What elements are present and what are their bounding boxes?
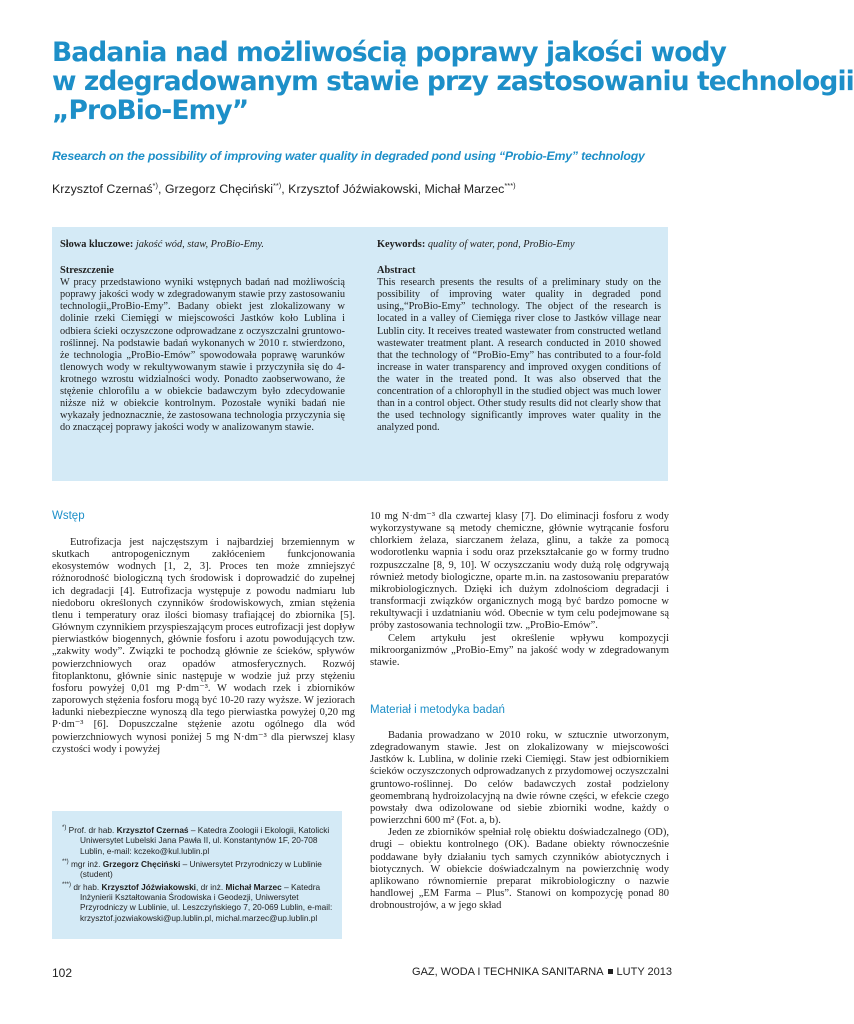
section-heading-methods: Materiał i metodyka badań [370, 704, 505, 716]
footnote-3-title: dr hab. [71, 881, 102, 892]
intro-paragraph-1-continued: 10 mg N·dm⁻³ dla czwartej klasy [7]. Do eliminacji fosforu z wody wykorzystywane są metody chemiczne, głównie wytrącanie fosforu chlorkiem żelaza, siarczanem żelaza, glinu, a także za pomocą wodorotlenku wapnia i sodu oraz przekształcanie go w formy trudno rozpuszczalne [8, 9, 10]. W oczyszczaniu wody dużą rolę odgrywają również metody biologiczne, oparte m.in. na zastosowaniu preparatów mikrobiologicznych. Dzięki ich dużym zdolnościom degradacji i transformacji związków organicznych mogą być bardzo pomocne w rekultywacji i uzdatnianiu wód. Obecnie w tym celu podejmowane są próby zastosowania technologii tzw. „ProBio-Emów”. [370, 511, 669, 632]
section-heading-intro: Wstęp [52, 510, 85, 522]
keywords-pl-label: Słowa kluczowe: [60, 239, 134, 250]
methods-paragraph-1: Badania prowadzano w 2010 roku, w sztucznie utworzonym, zdegradowanym stawie. Jest on zlokalizowany w miejscowości Jastków k. Lublina, w dolinie rzeki Ciemięgi. Staw jest odbiornikiem ścieków oczyszczonych odprowadzanych z przydomowej oczyszczalni gruntowo-roślinnej. Do celów badawczych został podzielony geomembraną hydroizolacyjną na dwie równe części, w efekcie czego powstały dwa odizolowane od siebie zbiorniki wodne, każdy o powierzchni 600 m² (Fot. a, b). [370, 730, 669, 827]
intro-paragraph-1: Eutrofizacja jest najczęstszym i najbardziej brzemiennym w skutkach antropogenicznym zakłóceniem funkcjonowania ekosystemów wodnych [1, 2, 3]. Proces ten może zmniejszyć różnorodność biologiczną tych środowisk i doprowadzić do zupełnej ich degradacji [4]. Eutrofizacja występuje z powodu nadmiaru lub niedoboru określonych czynników środowiskowych, zmian stężenia tlenu i temperatury oraz ilości biomasy trafiającej do zbiornika [5]. Głównym czynnikiem przyspieszającym proces eutrofizacji jest dopływ pierwiastków biogennych, głównie fosforu i azotu powodujących tzw. „zakwity wody”. Związki te pochodzą głównie ze ścieków, spływów powierzchniowych oraz opadów atmosferycznych. Rozwój fitoplanktonu, głównie sinic następuje w wodzie już przy stężeniu fosforu powyżej 0,01 mg P·dm⁻³. W wodach rzek i zbiorników zaporowych stężenia fosforu mogą być 10-20 razy wyższe. W jeziorach ładunki niebezpieczne wynoszą dla tego pierwiastka powyżej 0,20 mg P·dm⁻³ [6]. Dopuszczalne stężenie azotu ogólnego dla wód powierzchniowych wynosi poniżej 5 mg N·dm⁻³ dla pierwszej klasy czystości wody i powyżej [52, 537, 355, 755]
author-2-mark: **) [272, 181, 282, 190]
footnote-1-name: Krzysztof Czernaś [116, 824, 189, 835]
methods-paragraph-2: Jeden ze zbiorników spełniał rolę obiektu doświadczalnego (OD), drugi – obiektu kontrolnego (OK). Badane obiekty równocześnie poddawane były działaniu tych samych czynników abiotycznych i biotycznych. W obiekcie doświadczalnym na powierzchnię wody aplikowano równomiernie preparat mikrobiologiczny o nazwie handlowej „EM Farma – Plus”. Stanowi on kompozycję ponad 80 drobnoustrojów, a w jego skład [370, 827, 669, 912]
keywords-pl [60, 239, 345, 251]
title-line-3: „ProBio-Emy” [52, 95, 249, 126]
abstract-en-text: This research presents the results of a preliminary study on the possibility of improving water quality in degraded pond using„“ProBio-Emy” technology. The object of the research is located in a valley of Ciemięga river close to Jastków village near Lublin city. It receives treated wastewater from constructed wetland wastewater treatment plant. A research conducted in 2010 showed that the technology of “ProBio-Emy” has contributed to a four-fold increase in water transparency and improved oxygen conditions of the water in the treated pond. It was also observed that the concentration of a chlorophyll in the studied object was much lower than in a control object. Other study results did not clearly show that the used technology significantly improves water quality in the analyzed pond. [377, 277, 661, 434]
footnote-3-name-1: Krzysztof Jóźwiakowski [101, 881, 196, 892]
right-column [370, 511, 669, 669]
title-line-2: w zdegradowanym stawie przy zastosowaniu technologii [52, 66, 854, 97]
abstract-en-heading: Abstract [377, 265, 416, 277]
journal-name: GAZ, WODA I TECHNIKA SANITARNA [412, 966, 604, 978]
footnote-2-affiliation: – Uniwersytet Przyrodniczy w Lublinie (student) [80, 858, 322, 879]
footnote-1 [62, 823, 334, 857]
abstract-pl-heading: Streszczenie [60, 265, 114, 277]
abstract-english [377, 239, 661, 434]
keywords-pl-values: jakość wód, staw, ProBio-Emy. [135, 239, 264, 250]
intro-left-column [52, 537, 355, 756]
footnote-2-mark: **) [62, 858, 69, 865]
author-1-mark: *) [152, 181, 158, 190]
article-title [52, 37, 854, 126]
keywords-en [377, 239, 661, 251]
abstract-pl-text: W pracy przedstawiono wyniki wstępnych badań nad możliwością poprawy jakości wody w zdegradowanym stawie przy zastosowaniu technologii„ProBio-Emy”. Badany obiekt jest zlokalizowany w dolinie rzeki Ciemięgi w miejscowości Jastków koło Lublina i odbiera ścieki oczyszczone odprowadzane z oczyszczalni gruntowo-roślinnej. Na podstawie badań wykonanych w 2010 r. stwierdzono, że technologia „ProBio-Emów” spowodowała poprawę warunków tlenowych wody w rekultywowanym stawie i przyczyniła się do 4-krotnego wzrostu widzialności wody. Ponadto zaobserwowano, że stężenie chlorofilu a w obiekcie badawczym było zdecydowanie niższe niż w obiekcie kontrolnym. Pozostałe wyniki badań nie wykazały jednoznacznie, że zastosowana technologia przyczynia się do znaczącej poprawy jakości wody w analizowanym stawie. [60, 277, 345, 434]
author-1: Krzysztof Czernaś [52, 182, 153, 197]
english-title: Research on the possibility of improving water quality in degraded pond using “Probio-Emy” technology [52, 149, 645, 163]
author-footnotes [62, 823, 334, 924]
page-number: 102 [52, 966, 73, 980]
footnote-3 [62, 880, 334, 924]
footnote-3-affiliation: – Katedra Inżynierii Kształtowania Środowiska i Geodezji, Uniwersytet Przyrodniczy w Lublinie, ul. Leszczyńskiego 7, 20-069 Lublin, e-mail: krzysztof.jozwiakowski@up.lublin.pl, michal.marzec@up.lublin.pl [80, 881, 333, 924]
keywords-en-label: Keywords: [377, 239, 426, 250]
footnote-1-title: Prof. dr hab. [68, 824, 117, 835]
footnote-1-affiliation: – Katedra Zoologii i Ekologii, Katolicki Uniwersytet Lubelski Jana Pawła II, ul. Konstantynów 1F, 20-708 Lublin, e-mail: kczeko@kul.lublin.pl [80, 824, 330, 856]
journal-issue: LUTY 2013 [616, 966, 672, 978]
footnote-1-mark: *) [62, 825, 67, 831]
footnote-2-title: mgr inż. [68, 858, 103, 869]
journal-footer [412, 966, 672, 978]
abstract-box [52, 227, 668, 481]
footnote-3-name-2: Michał Marzec [225, 881, 282, 892]
footnote-2 [62, 857, 334, 880]
author-list [52, 181, 516, 196]
author-2: , Grzegorz Chęciński [157, 182, 273, 197]
footnote-3-mark: ***) [62, 881, 72, 888]
separator-square-icon [608, 969, 613, 974]
abstract-polish [60, 239, 345, 434]
footnote-2-name: Grzegorz Chęciński [102, 858, 181, 869]
footnote-box [52, 811, 342, 939]
intro-paragraph-2: Celem artykułu jest określenie wpływu kompozycji mikroorganizmów „ProBio-Emy” na jakość wody w zdegradowanym stawie. [370, 632, 669, 668]
author-3-4: , Krzysztof Jóźwiakowski, Michał Marzec [281, 182, 505, 197]
author-3-4-mark: ***) [504, 181, 516, 190]
keywords-en-values: quality of water, pond, ProBio-Emy [427, 239, 575, 250]
title-line-1: Badania nad możliwością poprawy jakości wody [52, 37, 726, 68]
footnote-3-title-2: , dr inż. [196, 881, 226, 892]
methods-column [370, 730, 669, 912]
